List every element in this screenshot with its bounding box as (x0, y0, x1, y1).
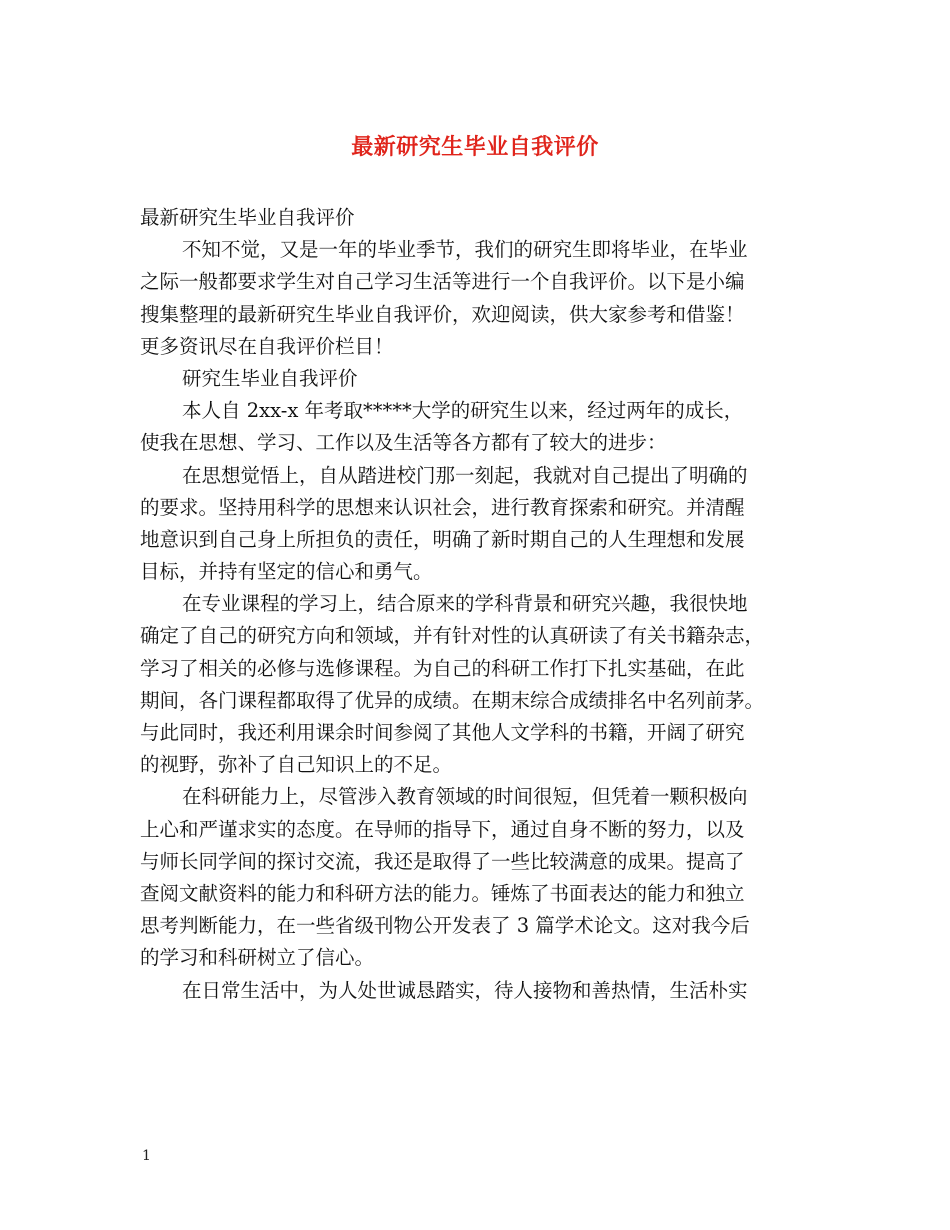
text-line: 在思想觉悟上，自从踏进校门那一刻起，我就对自己提出了明确的 (182, 463, 748, 487)
text-line: 与师长同学间的探讨交流，我还是取得了一些比较满意的成果。提高了 (140, 849, 745, 873)
text-line: 更多资讯尽在自我评价栏目！ (140, 334, 394, 358)
text-line: 的学习和科研树立了信心。 (140, 946, 375, 970)
text-line: 的视野，弥补了自己知识上的不足。 (140, 753, 453, 777)
text-line: 与此同时，我还利用课余时间参阅了其他人文学科的书籍，开阔了研究 (140, 721, 745, 744)
text-line: 使我在思想、学习、工作以及生活等各方都有了较大的进步： (140, 431, 667, 455)
text-line: 在科研能力上，尽管涉入教育领域的时间很短，但凭着一颗积极向 (182, 785, 748, 809)
document-title: 最新研究生毕业自我评价 (351, 134, 599, 160)
text-line: 不知不觉，又是一年的毕业季节，我们的研究生即将毕业，在毕业 (182, 238, 748, 262)
text-line: 确定了自己的研究方向和领域，并有针对性的认真研读了有关书籍杂志， (140, 624, 765, 648)
text-line: 在专业课程的学习上，结合原来的学科背景和研究兴趣，我很快地 (182, 592, 748, 616)
text-line: 查阅文献资料的能力和科研方法的能力。锤炼了书面表达的能力和独立 (140, 881, 745, 905)
text-line: 思考判断能力，在一些省级刊物公开发表了 3 篇学术论文。这对我今后 (140, 914, 750, 938)
document-body (140, 202, 830, 1007)
text-line: 目标，并持有坚定的信心和勇气。 (140, 560, 433, 584)
text-line: 之际一般都要求学生对自己学习生活等进行一个自我评价。以下是小编 (140, 270, 745, 294)
text-line: 研究生毕业自我评价 (182, 366, 358, 390)
text-line: 本人自 2xx-x 年考取*****大学的研究生以来，经过两年的成长， (182, 399, 744, 423)
text-line: 学习了相关的必修与选修课程。为自己的科研工作打下扎实基础，在此 (140, 656, 745, 680)
page-number: 1 (142, 1148, 151, 1164)
text-line: 期间，各门课程都取得了优异的成绩。在期末综合成绩排名中名列前茅。 (140, 688, 765, 712)
text-line: 在日常生活中，为人处世诚恳踏实，待人接物和善热情，生活朴实 (182, 978, 748, 1002)
text-line: 的要求。坚持用科学的思想来认识社会，进行教育探索和研究。并清醒 (140, 495, 745, 519)
text-line: 地意识到自己身上所担负的责任，明确了新时期自己的人生理想和发展 (140, 527, 745, 551)
text-line: 搜集整理的最新研究生毕业自我评价，欢迎阅读，供大家参考和借鉴！ (140, 302, 745, 326)
text-line: 上心和严谨求实的态度。在导师的指导下，通过自身不断的努力，以及 (140, 817, 745, 841)
text-line: 最新研究生毕业自我评价 (140, 206, 355, 229)
